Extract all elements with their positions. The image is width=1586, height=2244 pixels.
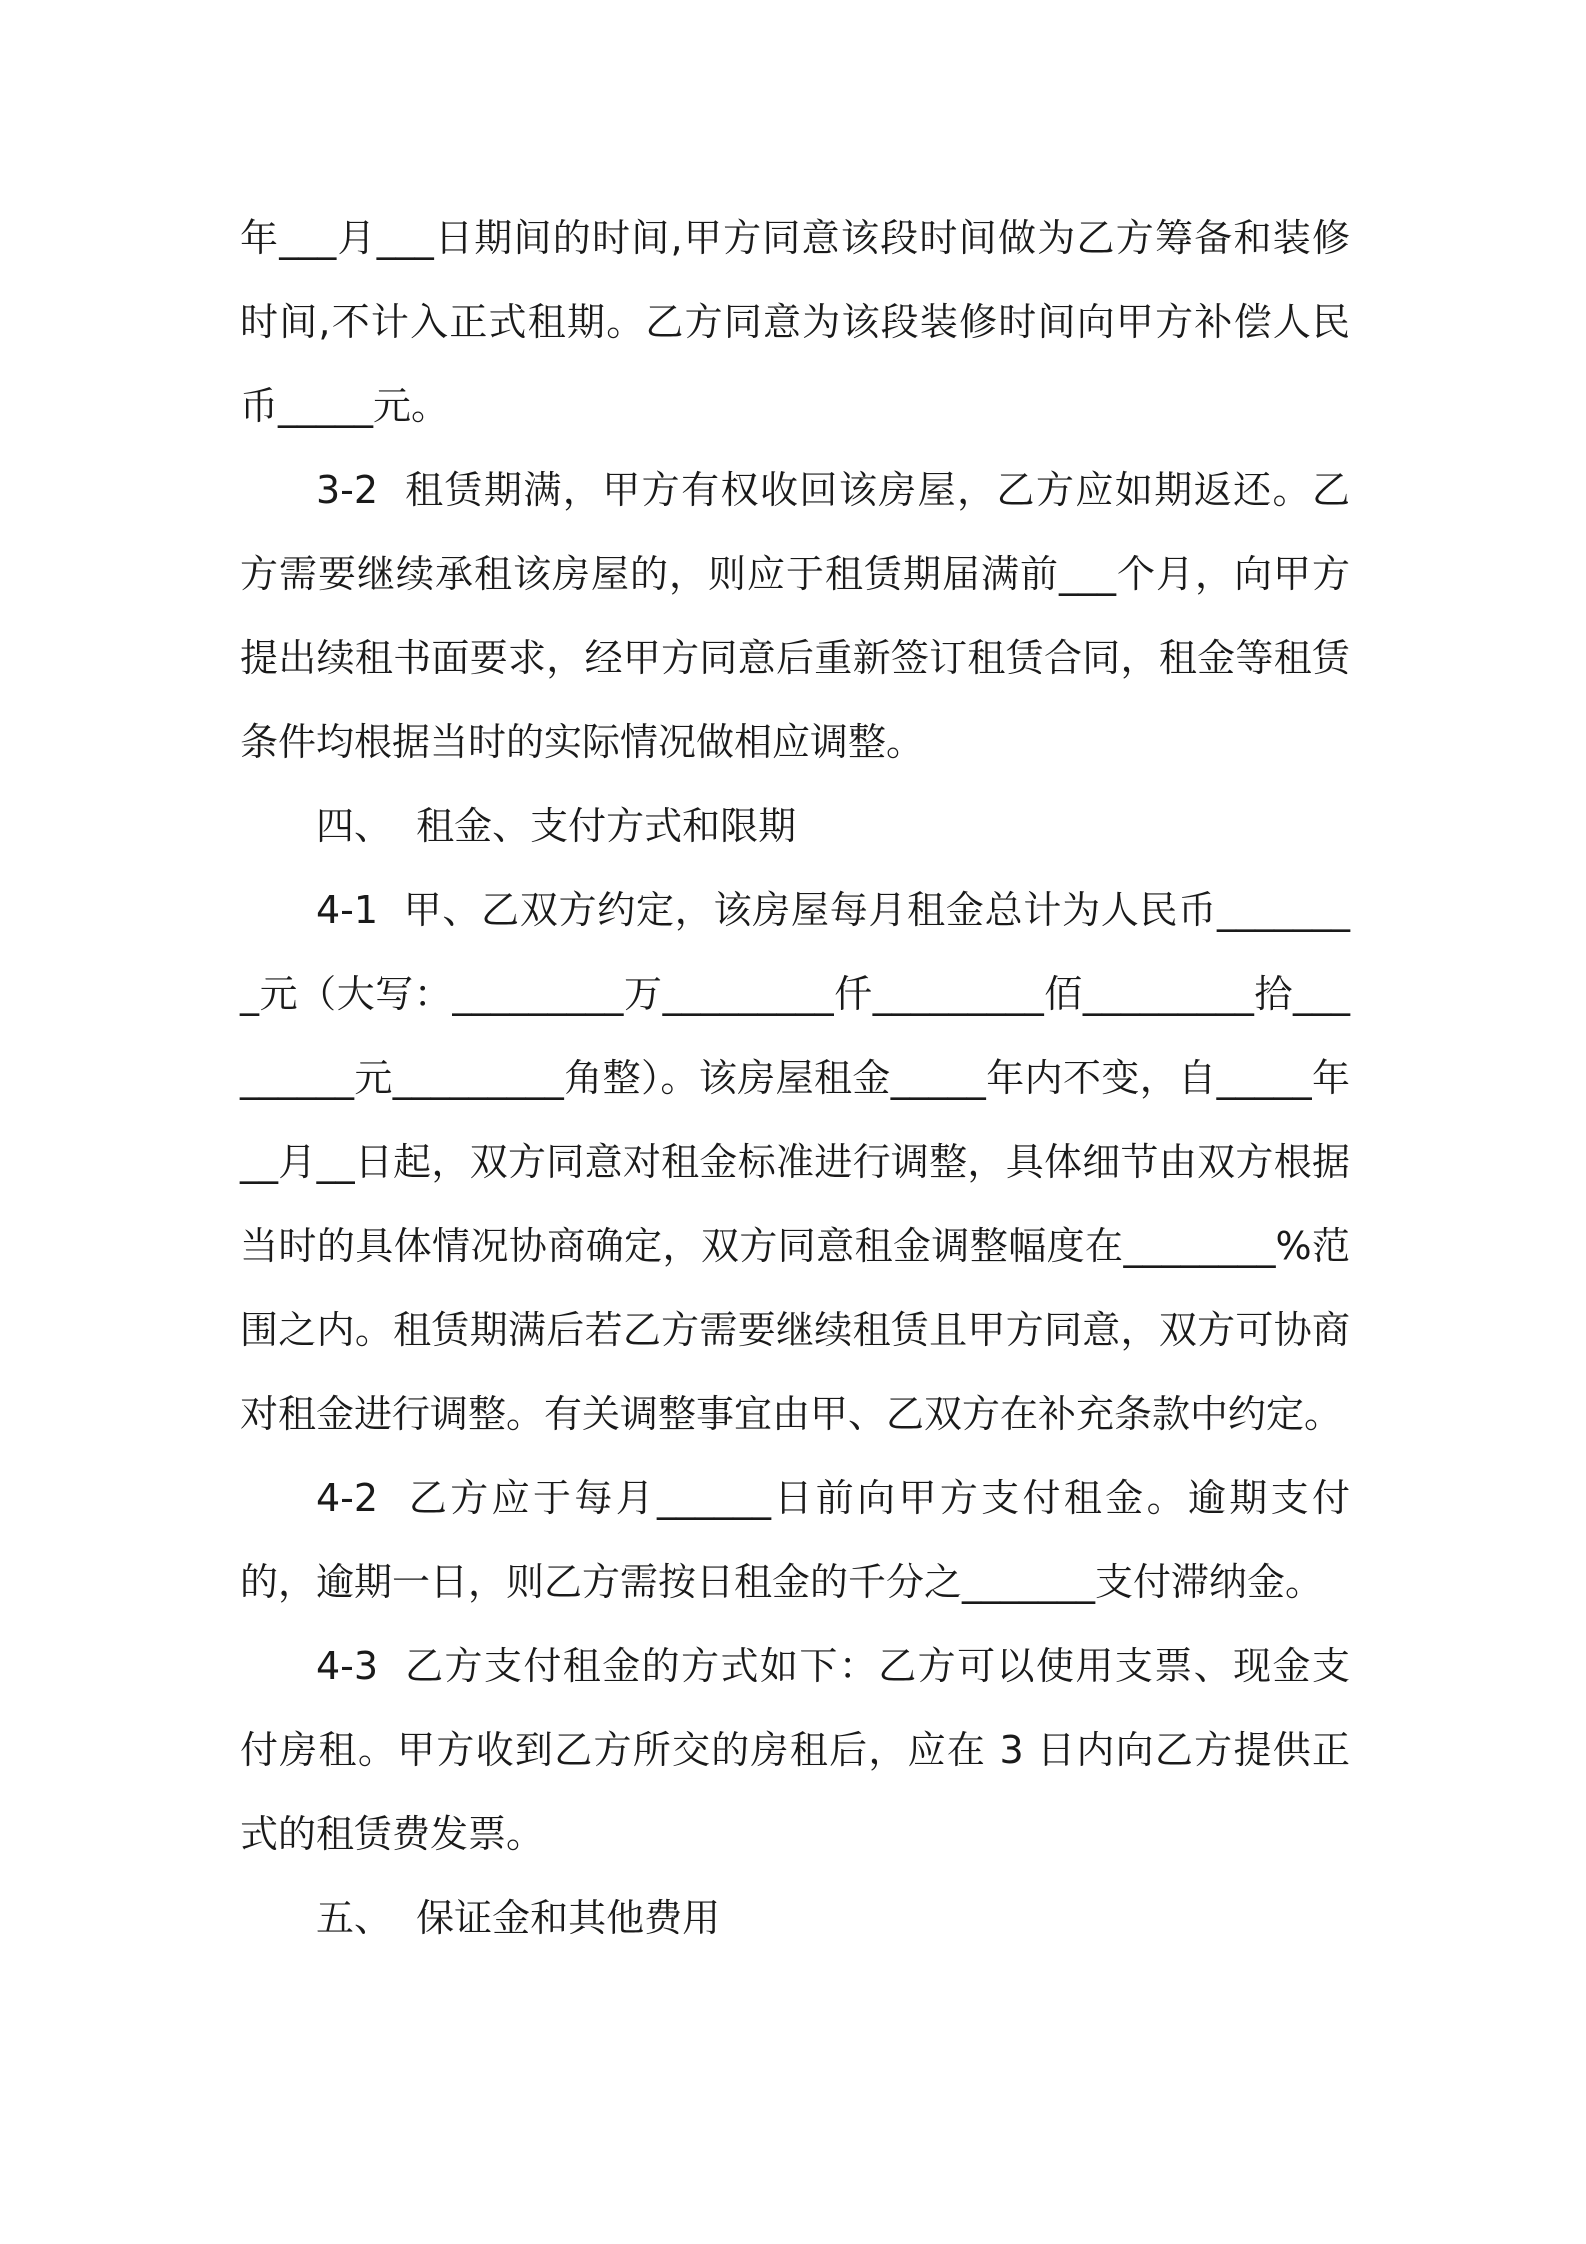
clause-4-1: 4-1 甲、乙双方约定，该房屋每月租金总计为人民币________元（大写：_________万_________仟_________佰_________拾_________元_________角整）。该房屋租金_____年内不变，自_____年__月__日起，双方同意对租金标准进行调整，具体细节由双方根据当时的具体情况协商确定，双方同意租金调整幅度在________%范围之内。租赁期满后若乙方需要继续租赁且甲方同意，双方可协商对租金进行调整。有关调整事宜由甲、乙双方在补充条款中约定。 [240, 888, 1350, 1436]
section-heading-5: 五、 保证金和其他费用 [316, 1896, 721, 1940]
clause-4-2: 4-2 乙方应于每月______日前向甲方支付租金。逾期支付的，逾期一日，则乙方需按日租金的千分之_______支付滞纳金。 [240, 1476, 1350, 1604]
section-heading-4: 四、 租金、支付方式和限期 [316, 804, 797, 848]
clause-4-3: 4-3 乙方支付租金的方式如下：乙方可以使用支票、现金支付房租。甲方收到乙方所交的房租后，应在 3 日内向乙方提供正式的租赁费发票。 [240, 1644, 1350, 1856]
clause-3-2: 3-2 租赁期满，甲方有权收回该房屋，乙方应如期返还。乙方需要继续承租该房屋的，则应于租赁期届满前___个月，向甲方提出续租书面要求，经甲方同意后重新签订租赁合同，租金等租赁条件均根据当时的实际情况做相应调整。 [240, 468, 1350, 764]
document-body [240, 196, 1350, 1960]
paragraph-continuation: 年___月___日期间的时间,甲方同意该段时间做为乙方筹备和装修时间,不计入正式租期。乙方同意为该段装修时间向甲方补偿人民币_____元。 [240, 216, 1350, 428]
